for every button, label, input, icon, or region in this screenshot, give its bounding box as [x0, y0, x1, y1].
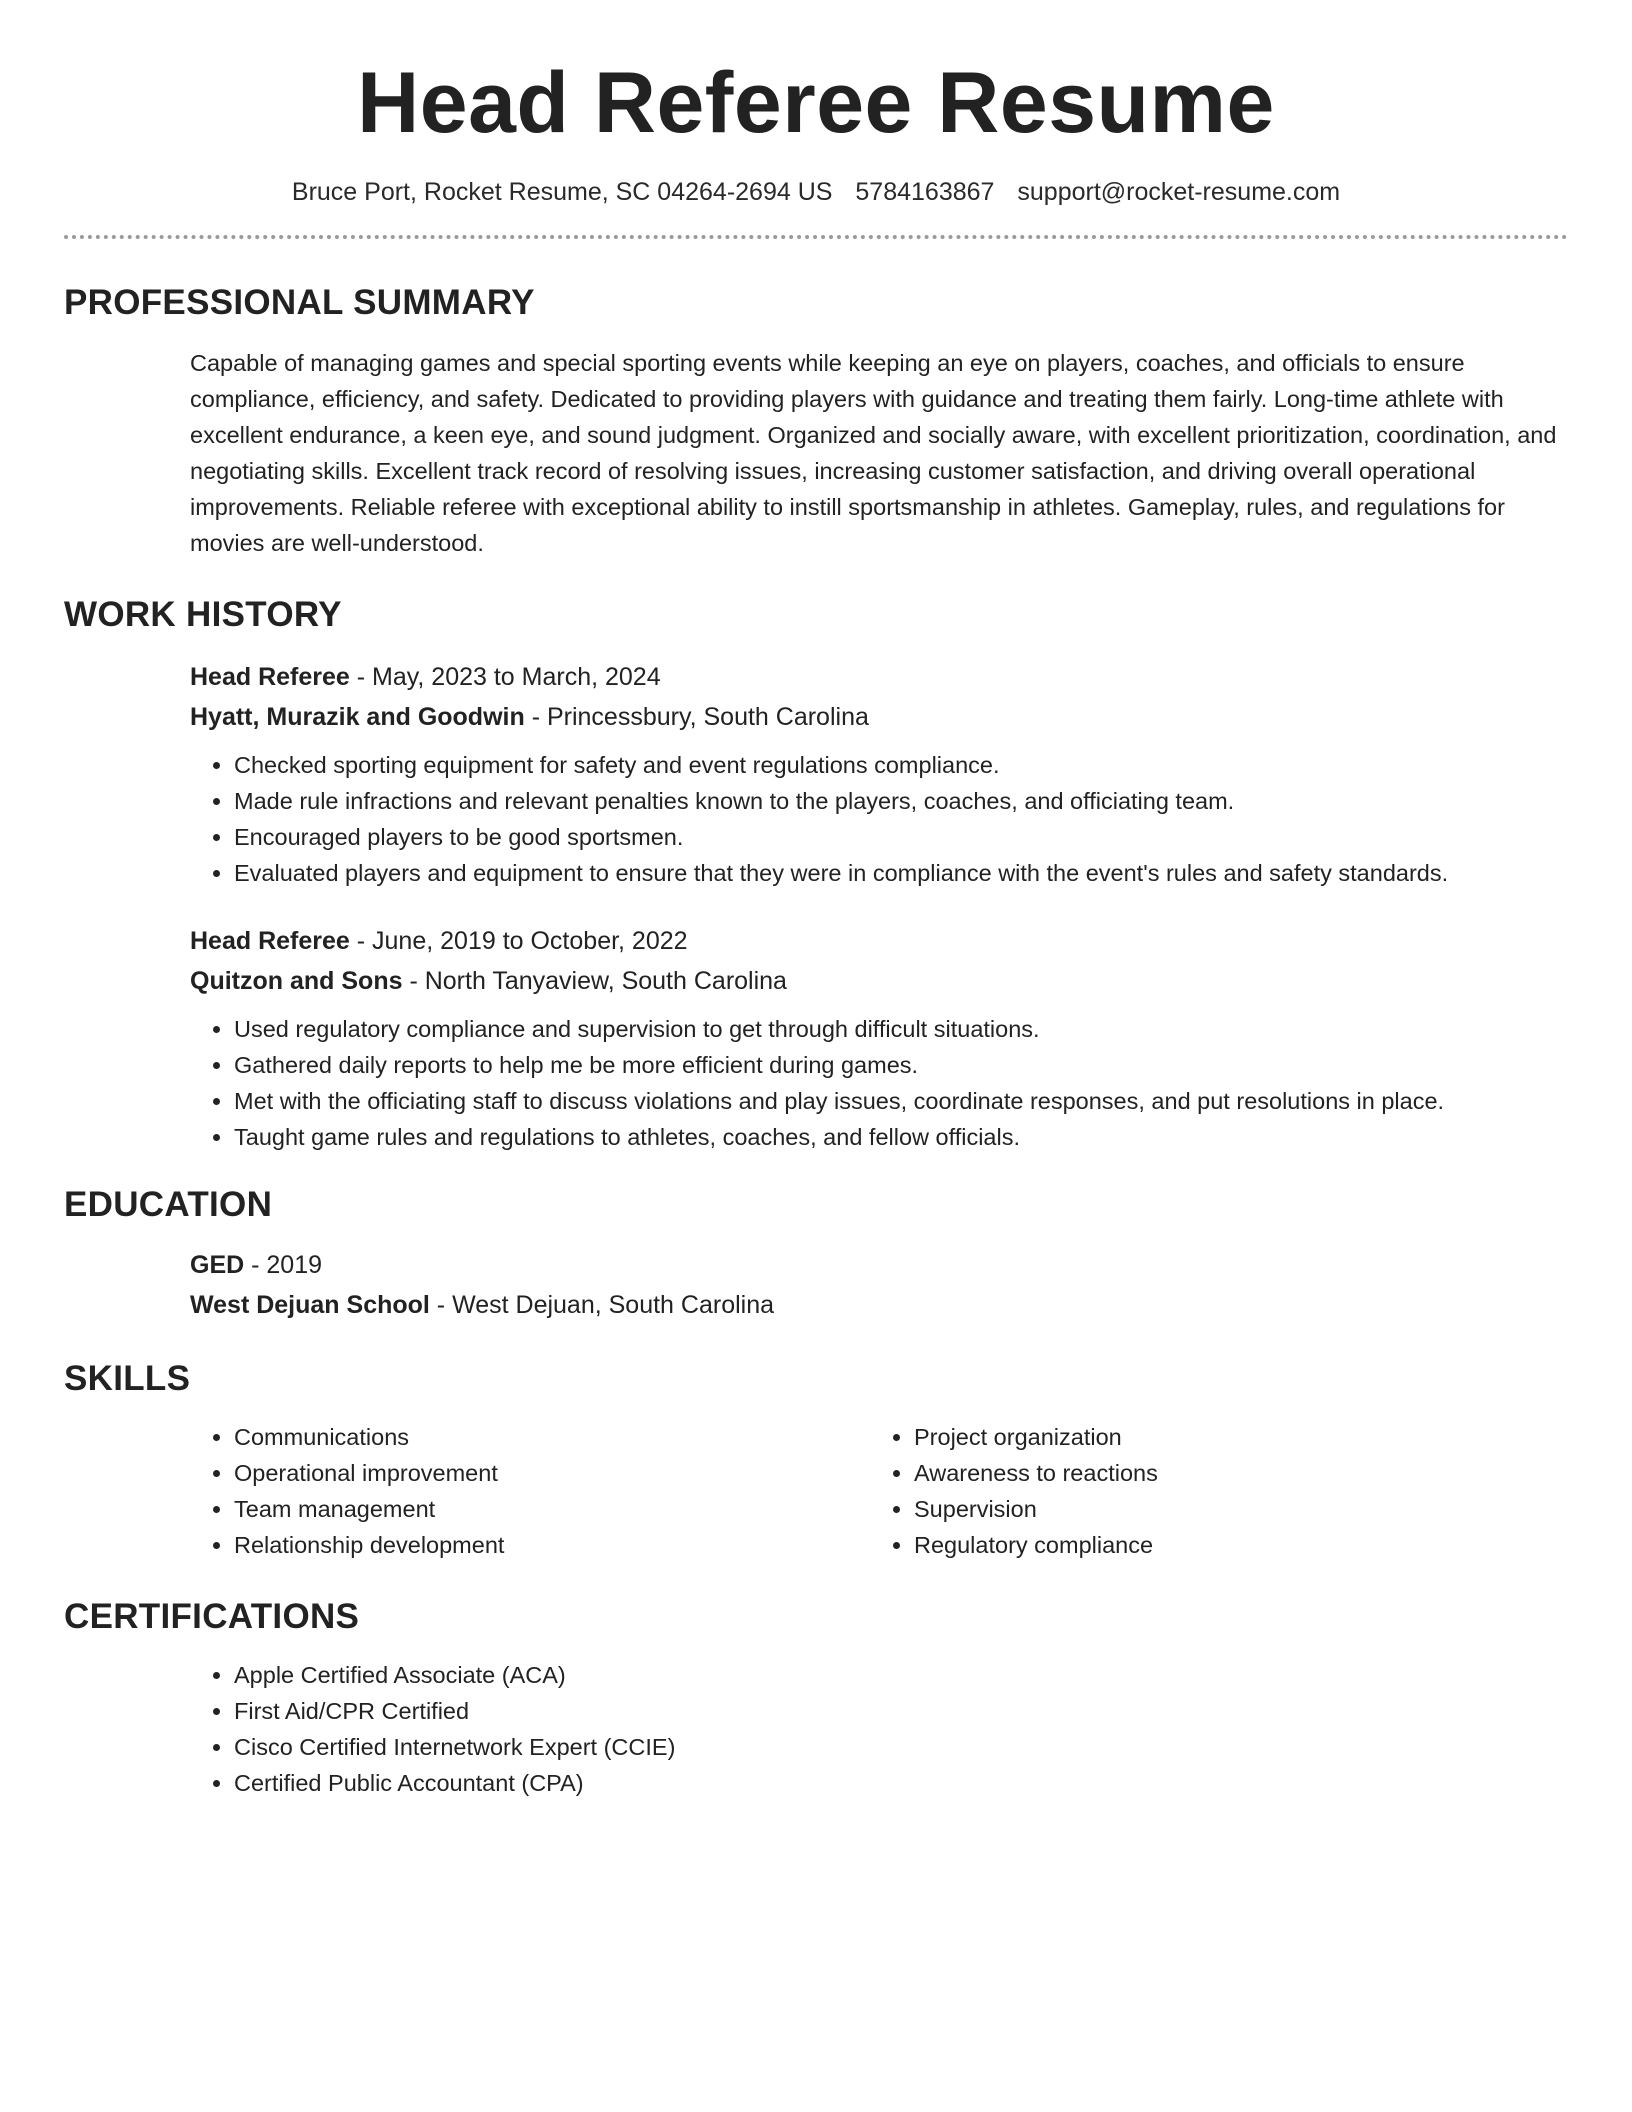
- skill-item: • Supervision: [914, 1491, 1550, 1527]
- job-location: - Princessbury, South Carolina: [524, 703, 869, 731]
- education-section: [64, 1185, 1568, 1325]
- summary-section: [64, 283, 1568, 561]
- job-bullets: [190, 747, 1568, 891]
- certifications-section: [64, 1597, 1568, 1801]
- header-divider: [64, 235, 1568, 239]
- certifications-list-wrap: [190, 1657, 1568, 1801]
- education-degree: GED: [190, 1251, 245, 1279]
- certification-item: • Apple Certified Associate (ACA): [234, 1657, 1568, 1693]
- job-bullet: • Evaluated players and equipment to ensure that they were in compliance with the event's rules and safety standards.: [234, 855, 1568, 891]
- job-dates: - June, 2019 to October, 2022: [349, 927, 688, 955]
- skill-item: • Operational improvement: [234, 1455, 870, 1491]
- skill-item: • Team management: [234, 1491, 870, 1527]
- education-school-line: [190, 1285, 1568, 1325]
- job-bullet: • Made rule infractions and relevant penalties known to the players, coaches, and officiating team.: [234, 783, 1568, 819]
- job-bullet: • Met with the officiating staff to discuss violations and play issues, coordinate responses, and put resolutions in place.: [234, 1083, 1568, 1119]
- work-history-heading: WORK HISTORY: [64, 595, 342, 634]
- skills-column-left: [190, 1419, 870, 1563]
- job-title-line: [190, 657, 1568, 697]
- job-bullet: • Used regulatory compliance and supervision to get through difficult situations.: [234, 1011, 1568, 1047]
- job-entry: [190, 921, 1568, 1155]
- job-company-line: [190, 697, 1568, 737]
- contact-line: [64, 178, 1568, 207]
- education-school: West Dejuan School: [190, 1291, 430, 1319]
- certifications-list: [190, 1657, 1568, 1801]
- skill-item: • Regulatory compliance: [914, 1527, 1550, 1563]
- skill-item: • Relationship development: [234, 1527, 870, 1563]
- job-title: Head Referee: [190, 663, 350, 691]
- work-history-section: [64, 595, 1568, 1155]
- resume-page: [64, 0, 1568, 1801]
- certification-item: • Cisco Certified Internetwork Expert (CCIE): [234, 1729, 1568, 1765]
- skill-item: • Awareness to reactions: [914, 1455, 1550, 1491]
- certification-item: • First Aid/CPR Certified: [234, 1693, 1568, 1729]
- summary-heading: PROFESSIONAL SUMMARY: [64, 283, 535, 322]
- contact-address: Bruce Port, Rocket Resume, SC 04264-2694 US: [291, 178, 833, 206]
- summary-text: Capable of managing games and special sporting events while keeping an eye on players, coaches, and officials to ensure compliance, efficiency, and safety. Dedicated to providing players with guidance and treating them fairly. Long-time athlete with excellent endurance, a keen eye, and sound judgment. Organized and socially aware, with excellent prioritization, coordination, and negotiating skills. Excellent track record of resolving issues, increasing customer satisfaction, and driving overall operational improvements. Reliable referee with exceptional ability to instill sportsmanship in athletes. Gameplay, rules, and regulations for movies are well-understood.: [190, 350, 1557, 556]
- contact-email[interactable]: support@rocket-resume.com: [1017, 178, 1341, 206]
- job-company: Quitzon and Sons: [190, 967, 403, 995]
- education-year: - 2019: [244, 1251, 323, 1279]
- job-entry: [190, 657, 1568, 891]
- job-bullet: • Taught game rules and regulations to athletes, coaches, and fellow officials.: [234, 1119, 1568, 1155]
- job-bullet: • Checked sporting equipment for safety and event regulations compliance.: [234, 747, 1568, 783]
- education-location: - West Dejuan, South Carolina: [429, 1291, 775, 1319]
- education-degree-line: [190, 1245, 1568, 1285]
- skill-item: • Communications: [234, 1419, 870, 1455]
- job-dates: - May, 2023 to March, 2024: [349, 663, 661, 691]
- job-company-line: [190, 961, 1568, 1001]
- job-title: Head Referee: [190, 927, 350, 955]
- certification-item: • Certified Public Accountant (CPA): [234, 1765, 1568, 1801]
- resume-title: Head Referee Resume: [357, 55, 1275, 151]
- skills-section: [64, 1359, 1568, 1563]
- skill-item: • Project organization: [914, 1419, 1550, 1455]
- skills-columns: [190, 1419, 1568, 1563]
- job-bullet: • Encouraged players to be good sportsmen.: [234, 819, 1568, 855]
- education-heading: EDUCATION: [64, 1185, 273, 1224]
- job-bullet: • Gathered daily reports to help me be more efficient during games.: [234, 1047, 1568, 1083]
- contact-phone: 5784163867: [855, 178, 995, 206]
- skills-column-right: [870, 1419, 1550, 1563]
- certifications-heading: CERTIFICATIONS: [64, 1597, 360, 1636]
- education-entry: [190, 1245, 1568, 1325]
- skills-heading: SKILLS: [64, 1359, 191, 1398]
- job-company: Hyatt, Murazik and Goodwin: [190, 703, 525, 731]
- job-bullets: [190, 1011, 1568, 1155]
- job-location: - North Tanyaview, South Carolina: [402, 967, 787, 995]
- job-title-line: [190, 921, 1568, 961]
